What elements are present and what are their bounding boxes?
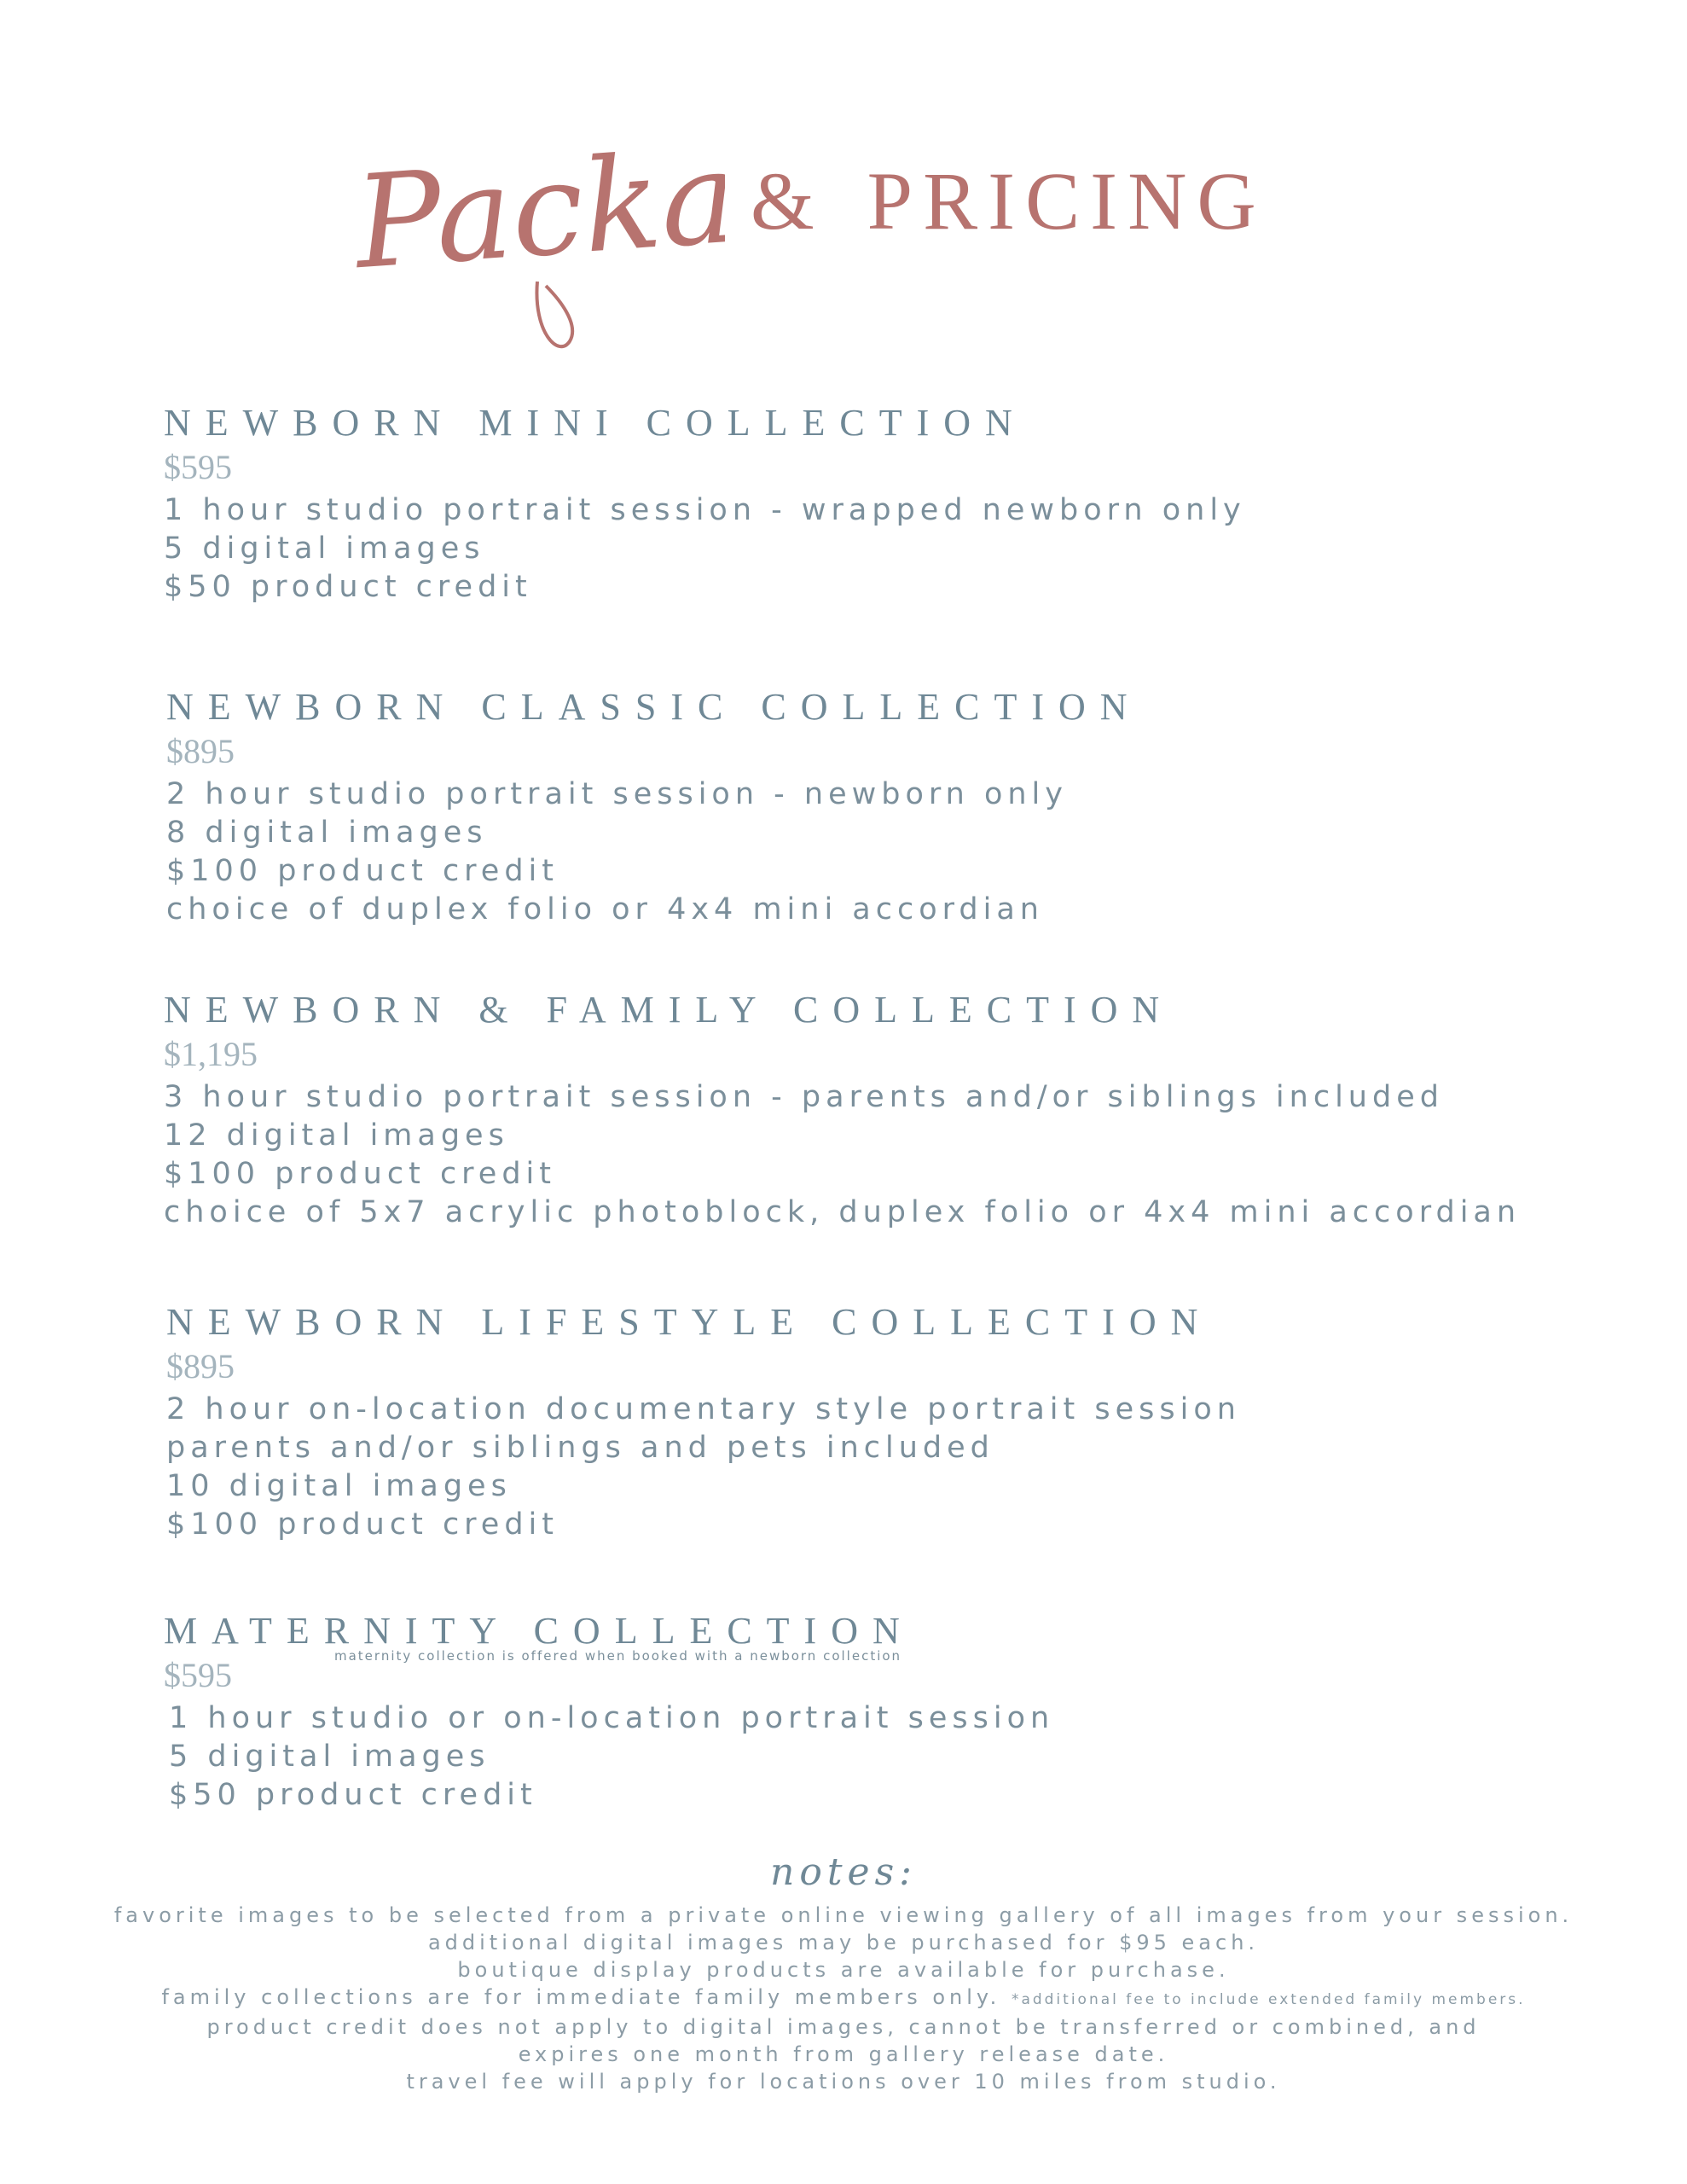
section-newborn-lifestyle	[166, 1300, 1687, 1544]
header-ampersand: &	[751, 155, 825, 247]
notes-line: travel fee will apply for locations over 10 miles from studio.	[406, 2070, 1281, 2094]
section-price: $1,195	[164, 1035, 258, 1073]
list-item: 2 hour on-location documentary style portrait session	[166, 1392, 1241, 1426]
notes-line-family-small: *additional fee to include extended family members.	[1011, 1991, 1526, 2008]
section-items	[164, 1699, 1687, 1815]
section-items	[166, 1391, 1687, 1544]
notes-line: additional digital images may be purchased for $95 each.	[427, 1931, 1260, 1955]
section-title: NEWBORN LIFESTYLE COLLECTION	[166, 1301, 1213, 1343]
page-header	[350, 85, 1373, 367]
section-newborn-family	[164, 988, 1687, 1232]
notes-line: expires one month from gallery release date.	[518, 2042, 1169, 2066]
notes-block	[0, 1847, 1687, 2095]
list-item: 1 hour studio or on-location portrait session	[169, 1701, 1055, 1735]
list-item: 1 hour studio portrait session - wrapped newborn only	[164, 493, 1246, 527]
list-item: 3 hour studio portrait session - parents and/or siblings included	[164, 1080, 1444, 1114]
list-item: $100 product credit	[166, 854, 559, 888]
notes-line-family-text: family collections are for immediate family members only.	[161, 1985, 1001, 2009]
header-pricing: PRICING	[867, 155, 1267, 247]
section-maternity	[164, 1609, 1687, 1815]
section-price: $895	[166, 732, 235, 770]
notes-lines	[0, 1902, 1687, 2095]
list-item: parents and/or siblings and pets included	[166, 1431, 994, 1465]
list-item: 12 digital images	[164, 1118, 509, 1153]
notes-line: product credit does not apply to digital images, cannot be transferred or combined, and	[206, 2015, 1481, 2039]
list-item: $100 product credit	[164, 1157, 557, 1191]
section-title: NEWBORN CLASSIC COLLECTION	[166, 686, 1142, 728]
list-item: $50 product credit	[169, 1778, 537, 1812]
list-item: 5 digital images	[164, 531, 485, 566]
list-item: 8 digital images	[166, 816, 488, 850]
section-items	[164, 491, 1687, 607]
section-items	[164, 1078, 1687, 1232]
list-item: $50 product credit	[164, 570, 532, 604]
section-items	[166, 775, 1687, 929]
section-title: NEWBORN MINI COLLECTION	[164, 402, 1027, 444]
section-title: MATERNITY COLLECTION	[164, 1610, 914, 1652]
section-price: $595	[164, 1656, 232, 1694]
list-item: 5 digital images	[169, 1740, 490, 1774]
header-title	[751, 154, 1267, 248]
header-script-word	[350, 85, 725, 367]
script-word-text: Packages	[350, 107, 725, 299]
notes-line-family	[0, 1984, 1687, 2013]
list-item: choice of 5x7 acrylic photoblock, duplex folio or 4x4 mini accordian	[164, 1195, 1522, 1229]
section-title: NEWBORN & FAMILY COLLECTION	[164, 989, 1174, 1031]
section-price: $595	[164, 448, 232, 486]
list-item: 2 hour studio portrait session - newborn only	[166, 777, 1068, 811]
notes-title: notes:	[770, 1850, 917, 1894]
notes-line: favorite images to be selected from a private online viewing gallery of all images from your session.	[113, 1903, 1574, 1927]
list-item: $100 product credit	[166, 1507, 559, 1542]
section-note: maternity collection is offered when booked with a newborn collection	[334, 1648, 902, 1664]
list-item: 10 digital images	[166, 1469, 512, 1503]
section-price: $895	[166, 1347, 235, 1385]
section-newborn-mini	[164, 401, 1687, 607]
script-word-svg	[350, 85, 725, 367]
section-newborn-classic	[166, 685, 1687, 929]
list-item: choice of duplex folio or 4x4 mini accordian	[166, 892, 1044, 926]
notes-line: boutique display products are available for purchase.	[457, 1958, 1230, 1982]
script-descender-swash	[536, 282, 572, 346]
